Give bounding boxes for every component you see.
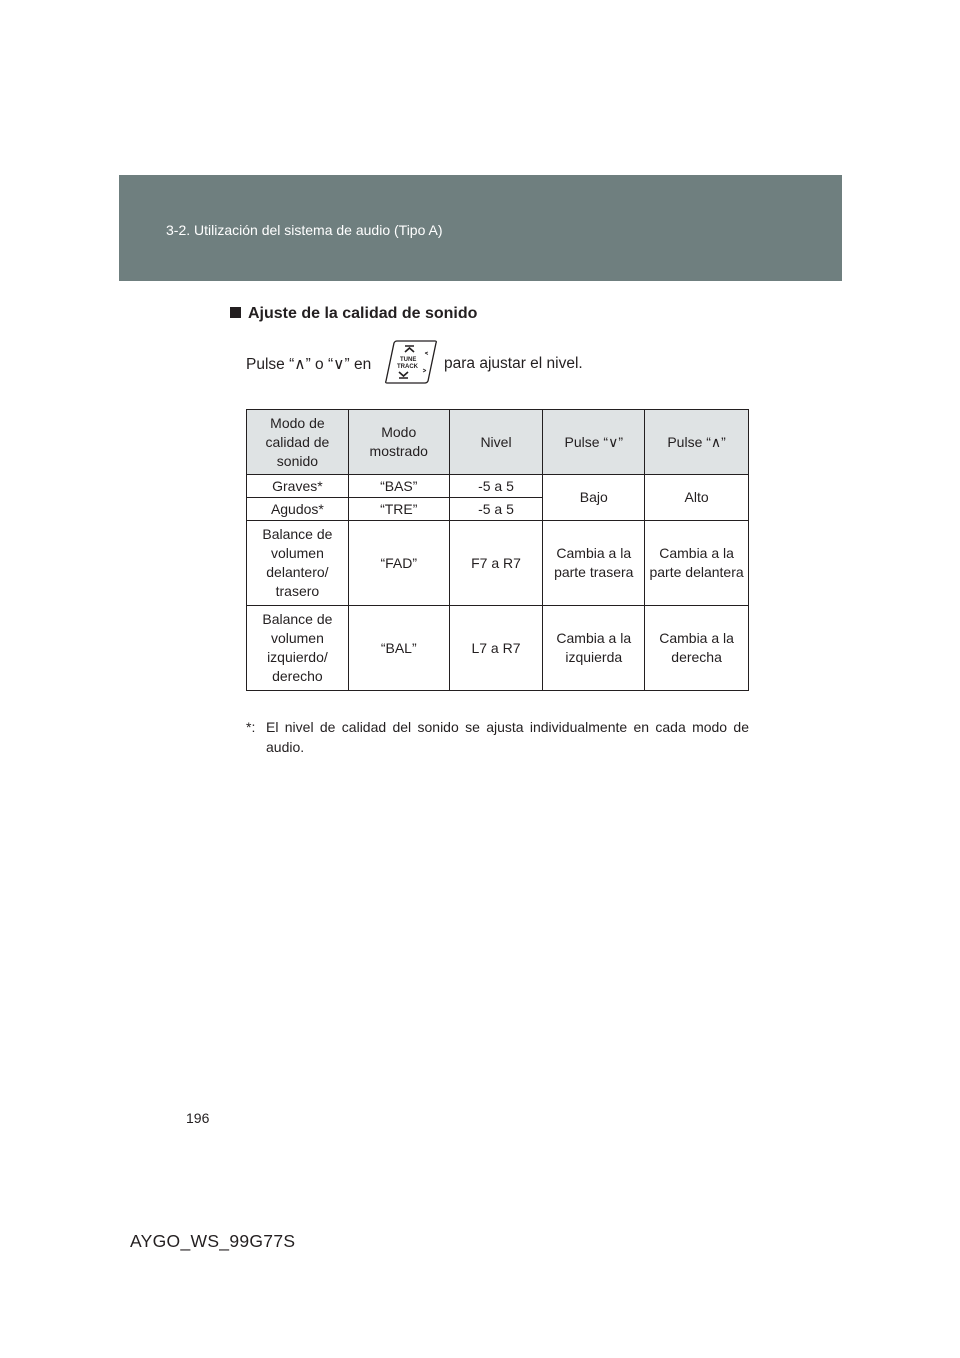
table-cell: Agudos*: [247, 498, 349, 521]
header-cell: Modo de calidad de sonido: [247, 410, 349, 475]
table-cell: “BAS”: [348, 475, 449, 498]
table-cell: “TRE”: [348, 498, 449, 521]
square-bullet-icon: [230, 307, 241, 318]
table-cell: F7 a R7: [449, 521, 543, 606]
instruction-text-end: para ajustar el nivel.: [444, 355, 583, 372]
table-cell: “FAD”: [348, 521, 449, 606]
table-cell: Alto: [645, 475, 749, 521]
section-title: 3-2. Utilización del sistema de audio (Tipo A): [166, 222, 443, 238]
table-cell: -5 a 5: [449, 498, 543, 521]
table-cell: Cambia a la parte trasera: [543, 521, 645, 606]
table-cell: Graves*: [247, 475, 349, 498]
table-cell: “BAL”: [348, 606, 449, 691]
table-cell: L7 a R7: [449, 606, 543, 691]
table-header-row: [247, 410, 749, 475]
header-cell: Pulse “∨”: [543, 410, 645, 475]
footnote: [246, 717, 749, 757]
table-cell: -5 a 5: [449, 475, 543, 498]
table-row: [247, 521, 749, 606]
header-cell: Modo mostrado: [348, 410, 449, 475]
sound-quality-table: [246, 409, 749, 691]
table-cell: Cambia a la izquierda: [543, 606, 645, 691]
document-code: AYGO_WS_99G77S: [130, 1231, 296, 1251]
svg-text:TUNE: TUNE: [400, 357, 417, 363]
footnote-mark: *:: [246, 719, 256, 735]
table-cell: Balance de volumen izquierdo/ derecho: [247, 606, 349, 691]
sub-heading: [230, 305, 477, 323]
table-row: [247, 475, 749, 498]
header-cell: Pulse “∧”: [645, 410, 749, 475]
sub-heading-text: Ajuste de la calidad de sonido: [248, 305, 478, 322]
header-cell: Nivel: [449, 410, 543, 475]
table-cell: Cambia a la derecha: [645, 606, 749, 691]
table-row: [247, 606, 749, 691]
page-number: 196: [186, 1110, 210, 1126]
table-cell: Cambia a la parte delantera: [645, 521, 749, 606]
tune-track-button-icon: [383, 340, 438, 384]
table-cell: Bajo: [543, 475, 645, 521]
footnote-text: El nivel de calidad del sonido se ajusta individualmente en cada modo de audio.: [266, 719, 749, 755]
svg-text:TRACK: TRACK: [397, 364, 418, 370]
instruction-text: Pulse “∧” o “∨” en: [246, 356, 372, 373]
table-cell: Balance de volumen delantero/ trasero: [247, 521, 349, 606]
